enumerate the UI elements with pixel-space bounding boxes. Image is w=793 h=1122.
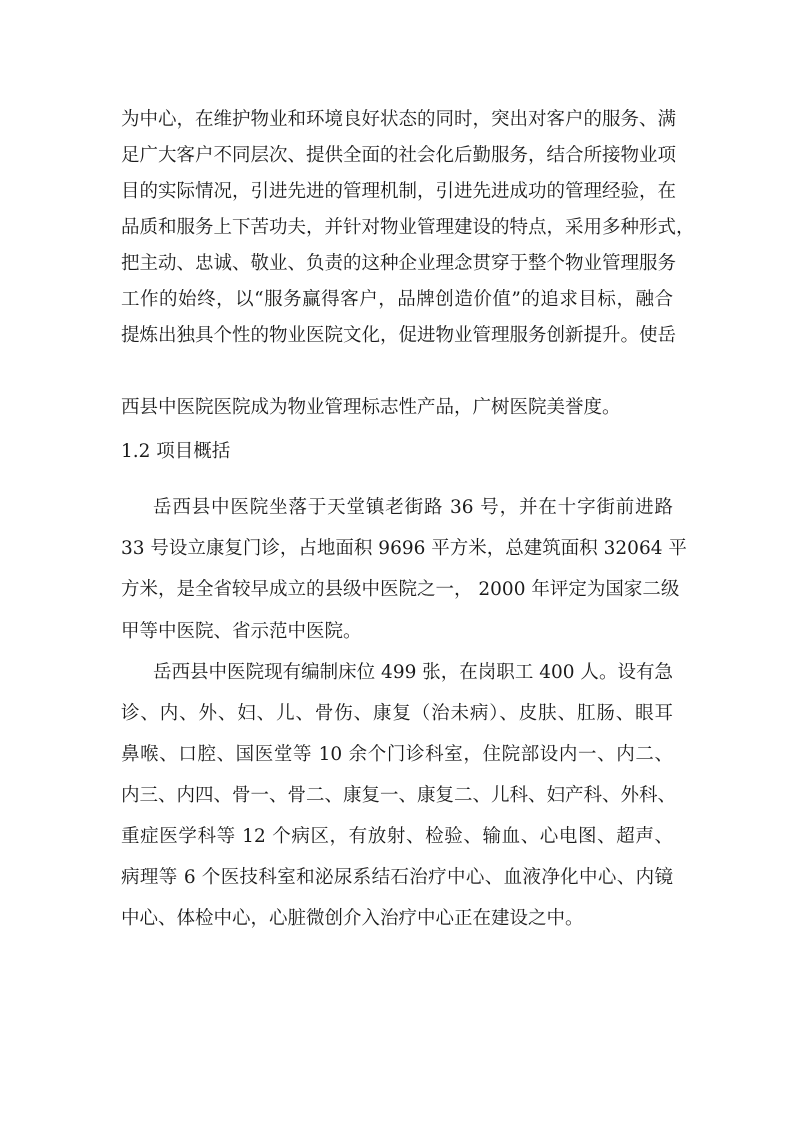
text-line: 内三、内四、骨一、骨二、康复一、康复二、儿科、妇产科、外科、 xyxy=(121,785,677,806)
text-line: 方米，是全省较早成立的县级中医院之一， 2000 年评定为国家二级 xyxy=(121,579,680,600)
text-line: 西县中医院医院成为物业管理标志性产品，广树医院美誉度。 xyxy=(121,397,621,418)
text-line: 工作的始终，以“服务赢得客户，品牌创造价值”的追求目标，融合 xyxy=(121,289,673,310)
text-line: 足广大客户不同层次、提供全面的社会化后勤服务，结合所接物业项 xyxy=(121,145,677,166)
text-line: 33 号设立康复门诊，占地面积 9696 平方米，总建筑面积 32064 平 xyxy=(121,538,687,559)
text-line: 甲等中医院、省示范中医院。 xyxy=(121,621,362,642)
text-line: 重症医学科等 12 个病区，有放射、检验、输血、心电图、超声、 xyxy=(121,826,673,847)
text-line: 病理等 6 个医技科室和泌尿系结石治疗中心、血液净化中心、内镜 xyxy=(121,867,673,888)
text-line: 中心、体检中心，心脏微创介入治疗中心正在建设之中。 xyxy=(121,908,584,929)
text-line: 为中心，在维护物业和环境良好状态的同时，突出对客户的服务、满 xyxy=(121,109,677,130)
text-line: 把主动、忠诚、敬业、负责的这种企业理念贯穿于整个物业管理服务 xyxy=(121,253,677,274)
text-line: 鼻喉、口腔、国医堂等 10 余个门诊科室，住院部设内一、内二、 xyxy=(121,744,673,765)
section-heading: 1.2 项目概括 xyxy=(121,441,231,462)
text-line: 岳西县中医院现有编制床位 499 张，在岗职工 400 人。设有急 xyxy=(153,662,673,683)
text-line: 提炼出独具个性的物业医院文化，促进物业管理服务创新提升。使岳 xyxy=(121,325,677,346)
text-line: 诊、内、外、妇、儿、骨伤、康复（治未病）、皮肤、肛肠、眼耳 xyxy=(121,703,673,724)
text-line: 品质和服务上下苦功夫，并针对物业管理建设的特点，采用多种形式， xyxy=(121,217,695,238)
text-line: 岳西县中医院坐落于天堂镇老街路 36 号，并在十字街前进路 xyxy=(153,497,673,518)
text-line: 目的实际情况，引进先进的管理机制，引进先进成功的管理经验，在 xyxy=(121,181,677,202)
